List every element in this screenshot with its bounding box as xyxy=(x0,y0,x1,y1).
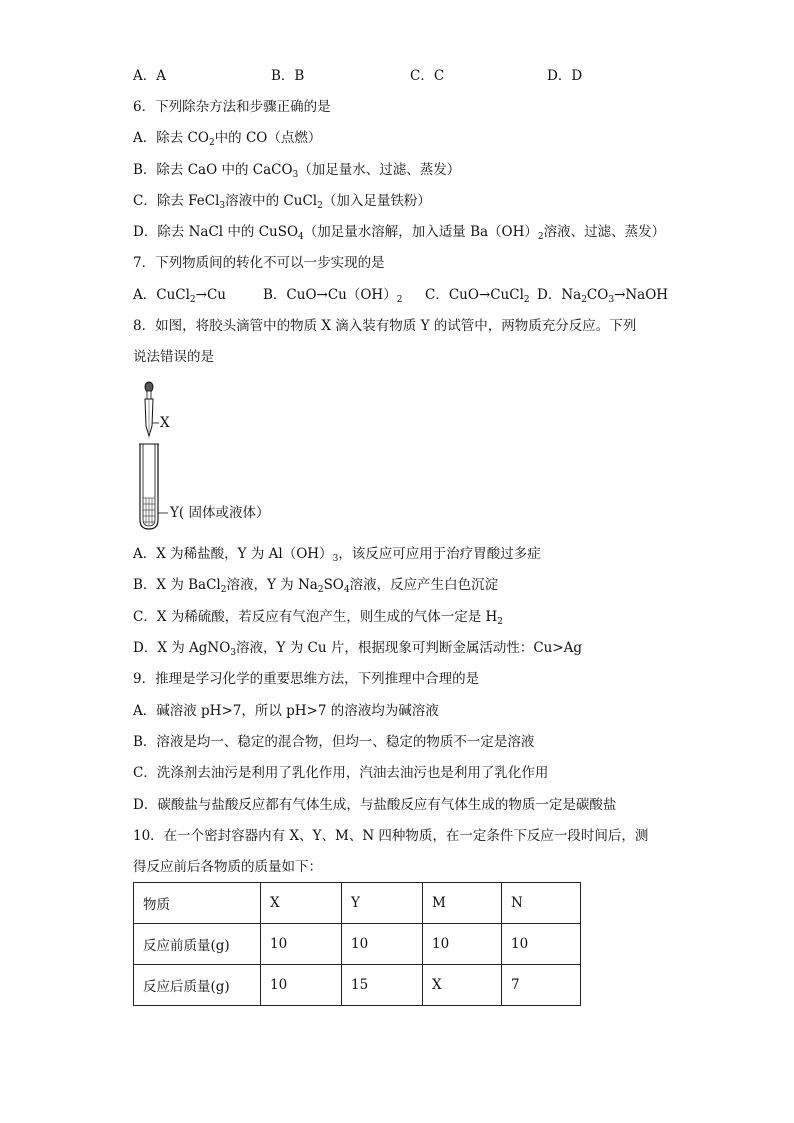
table-cell: 10 xyxy=(261,965,342,1006)
q6-option-c: C．除去 FeCl$_3$溶液中的 CuCl$_2$（加入足量铁粉） xyxy=(133,193,431,211)
q7-option-a: A．CuCl$_2$→Cu xyxy=(133,287,226,305)
q7-stem: 7．下列物质间的转化不可以一步实现的是 xyxy=(133,255,385,271)
table-header-cell: 物质 xyxy=(134,883,261,924)
table-row xyxy=(134,965,581,1006)
q7-option-d: D．$Na_2CO_3\to NaOH$ xyxy=(537,287,669,305)
q7-options xyxy=(133,285,668,305)
label-y: Y( 固体或液体） xyxy=(170,505,270,521)
q9-option-c: C．洗涤剂去油污是利用了乳化作用，汽油去油污也是利用了乳化作用 xyxy=(133,765,549,781)
q10-stem-line2: 得反应前后各物质的质量如下： xyxy=(133,859,322,875)
table-header-row xyxy=(134,883,581,924)
q9-stem: 9．推理是学习化学的重要思维方法，下列推理中合理的是 xyxy=(133,671,480,687)
q6-option-d: D．除去 NaCl 中的 CuSO$_4$（加足量水溶解，加入适量 $Ba(OH)_2$溶液、过滤、蒸发） xyxy=(133,224,666,242)
label-x: X xyxy=(160,415,170,431)
q8-stem-line2: 说法错误的是 xyxy=(133,349,214,365)
table-header-cell: Y xyxy=(342,883,423,924)
q8-option-a: A．X 为稀盐酸，Y 为 $Al(OH)_3$，该反应可应用于治疗胃酸过多症 xyxy=(133,546,541,564)
dropper-test-tube-figure xyxy=(130,378,300,538)
q9-option-d: D．碳酸盐与盐酸反应都有气体生成，与盐酸反应有气体生成的物质一定是碳酸盐 xyxy=(133,797,617,813)
table-cell: 反应后质量(g) xyxy=(134,965,261,1006)
table-header-cell: X xyxy=(261,883,342,924)
q5-options xyxy=(133,66,582,86)
q8-option-b: B．X 为 BaCl$_2$溶液，Y 为 $Na_2SO_4$溶液，反应产生白色沉淀 xyxy=(133,577,499,595)
table-cell: 7 xyxy=(502,965,581,1006)
q5-option-b: B．B xyxy=(271,68,305,84)
table-row xyxy=(134,924,581,965)
table-cell: 15 xyxy=(342,965,423,1006)
q9-option-a: A．碱溶液 pH>7，所以 pH>7 的溶液均为碱溶液 xyxy=(133,703,439,719)
q8-option-d: D．X 为 AgNO$_3$溶液，Y 为 Cu 片，根据现象可判断金属活动性：Cu>Ag xyxy=(133,640,583,658)
dropper-icon xyxy=(145,382,159,436)
q8-stem-line1: 8．如图，将胶头滴管中的物质 X 滴入装有物质 Y 的试管中，两物质充分反应。下列 xyxy=(133,318,637,334)
q9-option-b: B．溶液是均一、稳定的混合物，但均一、稳定的物质不一定是溶液 xyxy=(133,734,535,750)
q8-option-c: C．X 为稀硫酸，若反应有气泡产生，则生成的气体一定是 $H_2$ xyxy=(133,609,504,627)
q7-option-b: B．$CuO\to Cu(OH)_2$ xyxy=(263,287,403,305)
q10-stem-line1: 10．在一个密封容器内有 X、Y、M、N 四种物质，在一定条件下反应一段时间后，测 xyxy=(133,828,649,844)
q6-option-a: A．除去 $CO_2$中的 CO（点燃） xyxy=(133,130,322,148)
q5-option-a: A．A xyxy=(133,68,166,84)
table-cell: 反应前质量(g) xyxy=(134,924,261,965)
q6-stem: 6．下列除杂方法和步骤正确的是 xyxy=(133,99,331,115)
table-cell: X xyxy=(423,965,502,1006)
q5-option-c: C．C xyxy=(410,68,445,84)
table-cell: 10 xyxy=(261,924,342,965)
q6-option-b: B．除去 CaO 中的 CaCO$_3$（加足量水、过滤、蒸发） xyxy=(133,162,461,180)
test-tube-icon xyxy=(139,444,168,529)
table-header-cell: N xyxy=(502,883,581,924)
mass-table xyxy=(133,882,581,1006)
q7-option-c: C．CuO→CuCl$_2$ xyxy=(425,287,530,305)
table-cell: 10 xyxy=(423,924,502,965)
q5-option-d: D．D xyxy=(547,68,583,84)
table-cell: 10 xyxy=(342,924,423,965)
table-header-cell: M xyxy=(423,883,502,924)
table-cell: 10 xyxy=(502,924,581,965)
